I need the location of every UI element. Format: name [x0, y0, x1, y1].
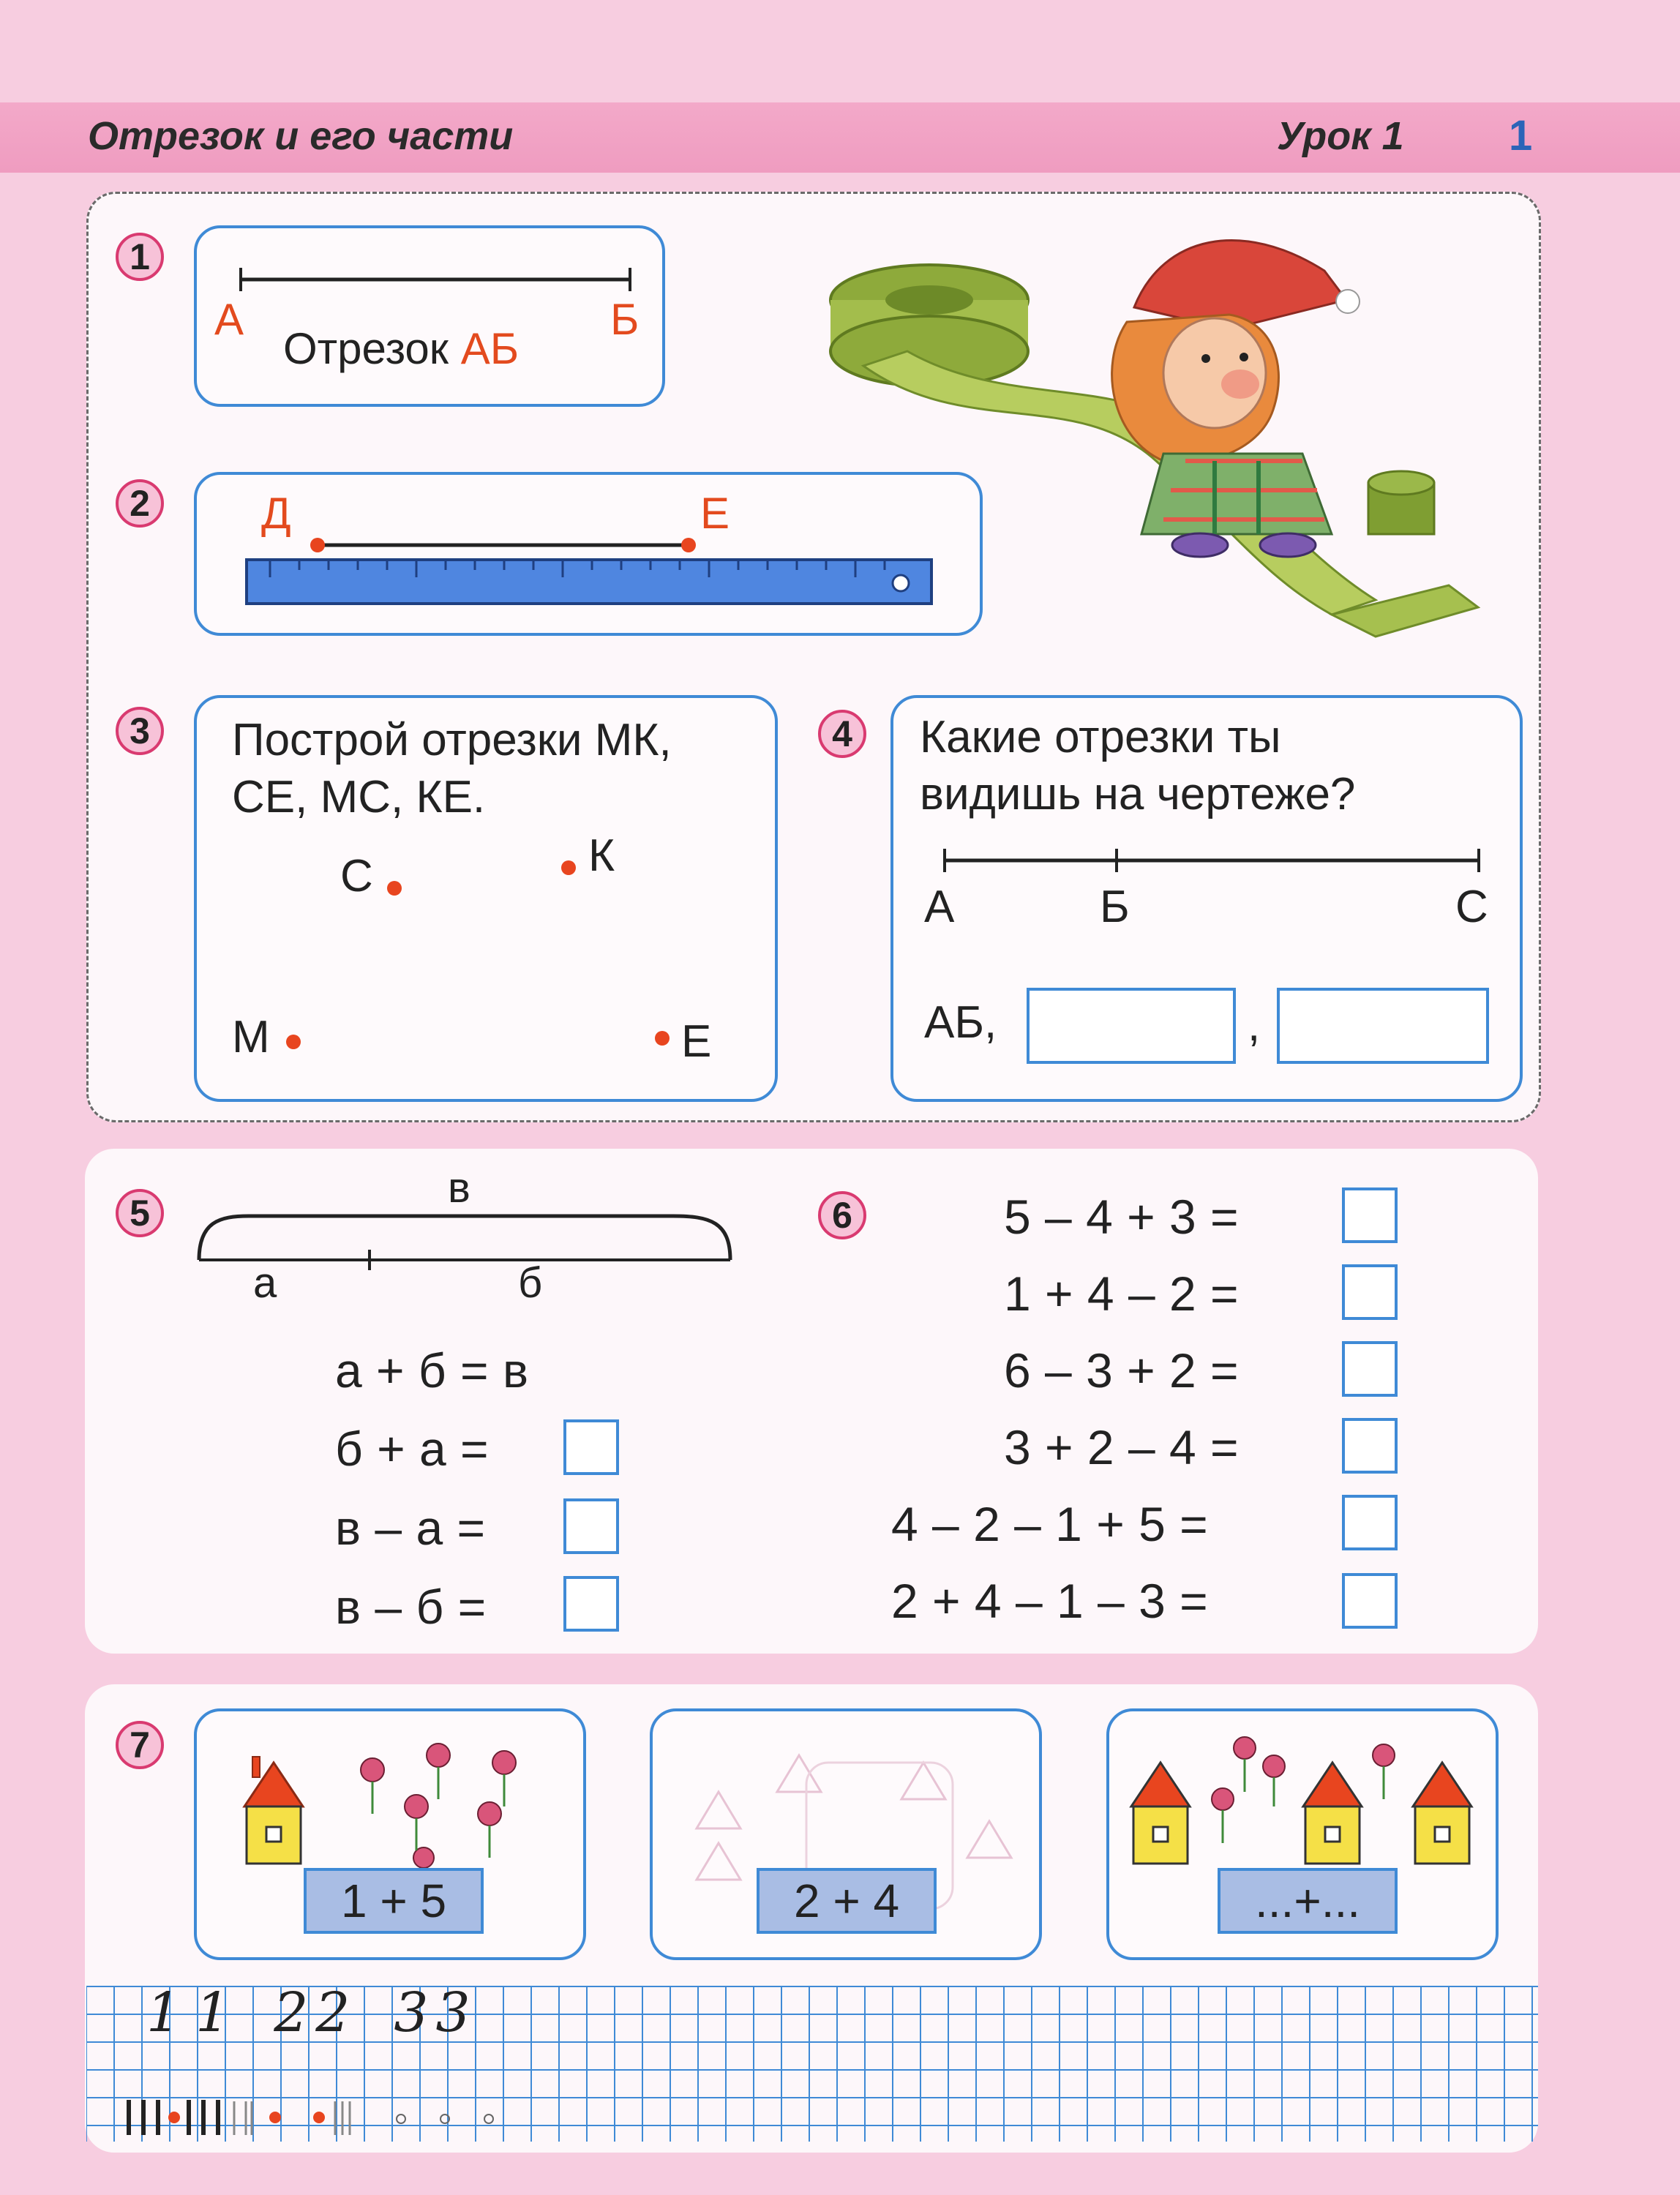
task4-line2: видишь на чертеже?	[920, 769, 1356, 819]
task5-answer-4[interactable]	[563, 1576, 619, 1632]
answer-box-2[interactable]	[1277, 988, 1489, 1064]
task-number-7: 7	[116, 1721, 164, 1769]
page-title: Отрезок и его части	[88, 114, 514, 158]
task5-row-2: б + а =	[335, 1422, 490, 1476]
task6-answer-5[interactable]	[1342, 1495, 1398, 1550]
page-number: 1	[1509, 112, 1533, 160]
task6-answer-4[interactable]	[1342, 1418, 1398, 1474]
part-a-label: а	[253, 1259, 277, 1307]
point-k-dot[interactable]	[561, 860, 576, 875]
task3-line1: Построй отрезки МК,	[232, 715, 672, 765]
point-m-dot[interactable]	[286, 1035, 301, 1049]
point-b-label-4: Б	[1100, 882, 1130, 932]
part-b-label: б	[518, 1259, 543, 1307]
digit-3a: 3	[394, 1981, 429, 2044]
point-a-label: А	[214, 295, 244, 344]
point-e-dot[interactable]	[655, 1031, 670, 1046]
task6-row-6: 2 + 4 – 1 – 3 =	[891, 1574, 1209, 1628]
task-number-5: 5	[116, 1189, 164, 1237]
copybook-digits	[146, 1981, 470, 2044]
task1-card	[194, 225, 665, 407]
task7-card-1	[194, 1708, 586, 1960]
segment-ab-drawing	[197, 228, 662, 404]
point-c-label-4: С	[1455, 882, 1488, 932]
digit-1a: 1	[146, 1981, 181, 2044]
copybook-tally-marks	[123, 2093, 533, 2144]
answer-prefix: АБ,	[924, 997, 997, 1048]
task6-row-4: 3 + 2 – 4 =	[1004, 1420, 1240, 1474]
task6-row-2: 1 + 4 – 2 =	[1004, 1267, 1240, 1321]
caption-prefix: Отрезок	[283, 324, 461, 373]
point-e-label: Е	[700, 489, 730, 538]
task2-card	[194, 472, 983, 636]
task-number-4: 4	[818, 710, 866, 758]
point-m-label: М	[232, 1012, 270, 1062]
answer-separator: ,	[1248, 1000, 1261, 1051]
expression-3: ...+...	[1218, 1868, 1398, 1934]
task7-card-3	[1106, 1708, 1499, 1960]
task3-line2: СЕ, МС, КЕ.	[232, 772, 486, 822]
task7-card-2	[650, 1708, 1042, 1960]
whole-label: в	[448, 1164, 471, 1212]
point-b-label: Б	[610, 295, 640, 344]
task5-answer-3[interactable]	[563, 1498, 619, 1554]
answer-box-1[interactable]	[1027, 988, 1236, 1064]
task6-answer-6[interactable]	[1342, 1573, 1398, 1629]
task-number-1: 1	[116, 233, 164, 281]
task6-row-1: 5 – 4 + 3 =	[1004, 1190, 1240, 1244]
task6-row-5: 4 – 2 – 1 + 5 =	[891, 1497, 1209, 1551]
task5-answer-2[interactable]	[563, 1419, 619, 1475]
task-number-6: 6	[818, 1191, 866, 1239]
digit-2a: 2	[274, 1981, 309, 2044]
task6-row-3: 6 – 3 + 2 =	[1004, 1343, 1240, 1397]
point-d-label: Д	[261, 489, 291, 538]
ruler-drawing	[197, 475, 980, 633]
point-k-label: К	[588, 830, 615, 881]
expression-2: 2 + 4	[757, 1868, 937, 1934]
task5-row-1: а + б = в	[335, 1343, 529, 1397]
task6-answer-2[interactable]	[1342, 1264, 1398, 1320]
task6-answer-1[interactable]	[1342, 1187, 1398, 1243]
point-c-label: С	[340, 851, 373, 901]
digit-1b: 1	[195, 1981, 230, 2044]
task5-row-3: в – а =	[335, 1501, 486, 1555]
digit-3b: 3	[435, 1981, 470, 2044]
point-a-label-4: А	[924, 882, 955, 932]
digit-2b: 2	[315, 1981, 350, 2044]
expression-1: 1 + 5	[304, 1868, 484, 1934]
task5-row-4: в – б =	[335, 1580, 487, 1634]
segment-caption	[283, 323, 519, 374]
caption-name: АБ	[460, 324, 520, 373]
task3-card	[194, 695, 778, 1102]
lesson-label: Урок 1	[1277, 114, 1404, 158]
task6-answer-3[interactable]	[1342, 1341, 1398, 1397]
point-e-label-3: Е	[681, 1016, 712, 1067]
task4-card	[890, 695, 1523, 1102]
point-c-dot[interactable]	[387, 881, 402, 896]
task-number-3: 3	[116, 707, 164, 755]
task4-line1: Какие отрезки ты	[920, 712, 1281, 762]
task-number-2: 2	[116, 479, 164, 528]
